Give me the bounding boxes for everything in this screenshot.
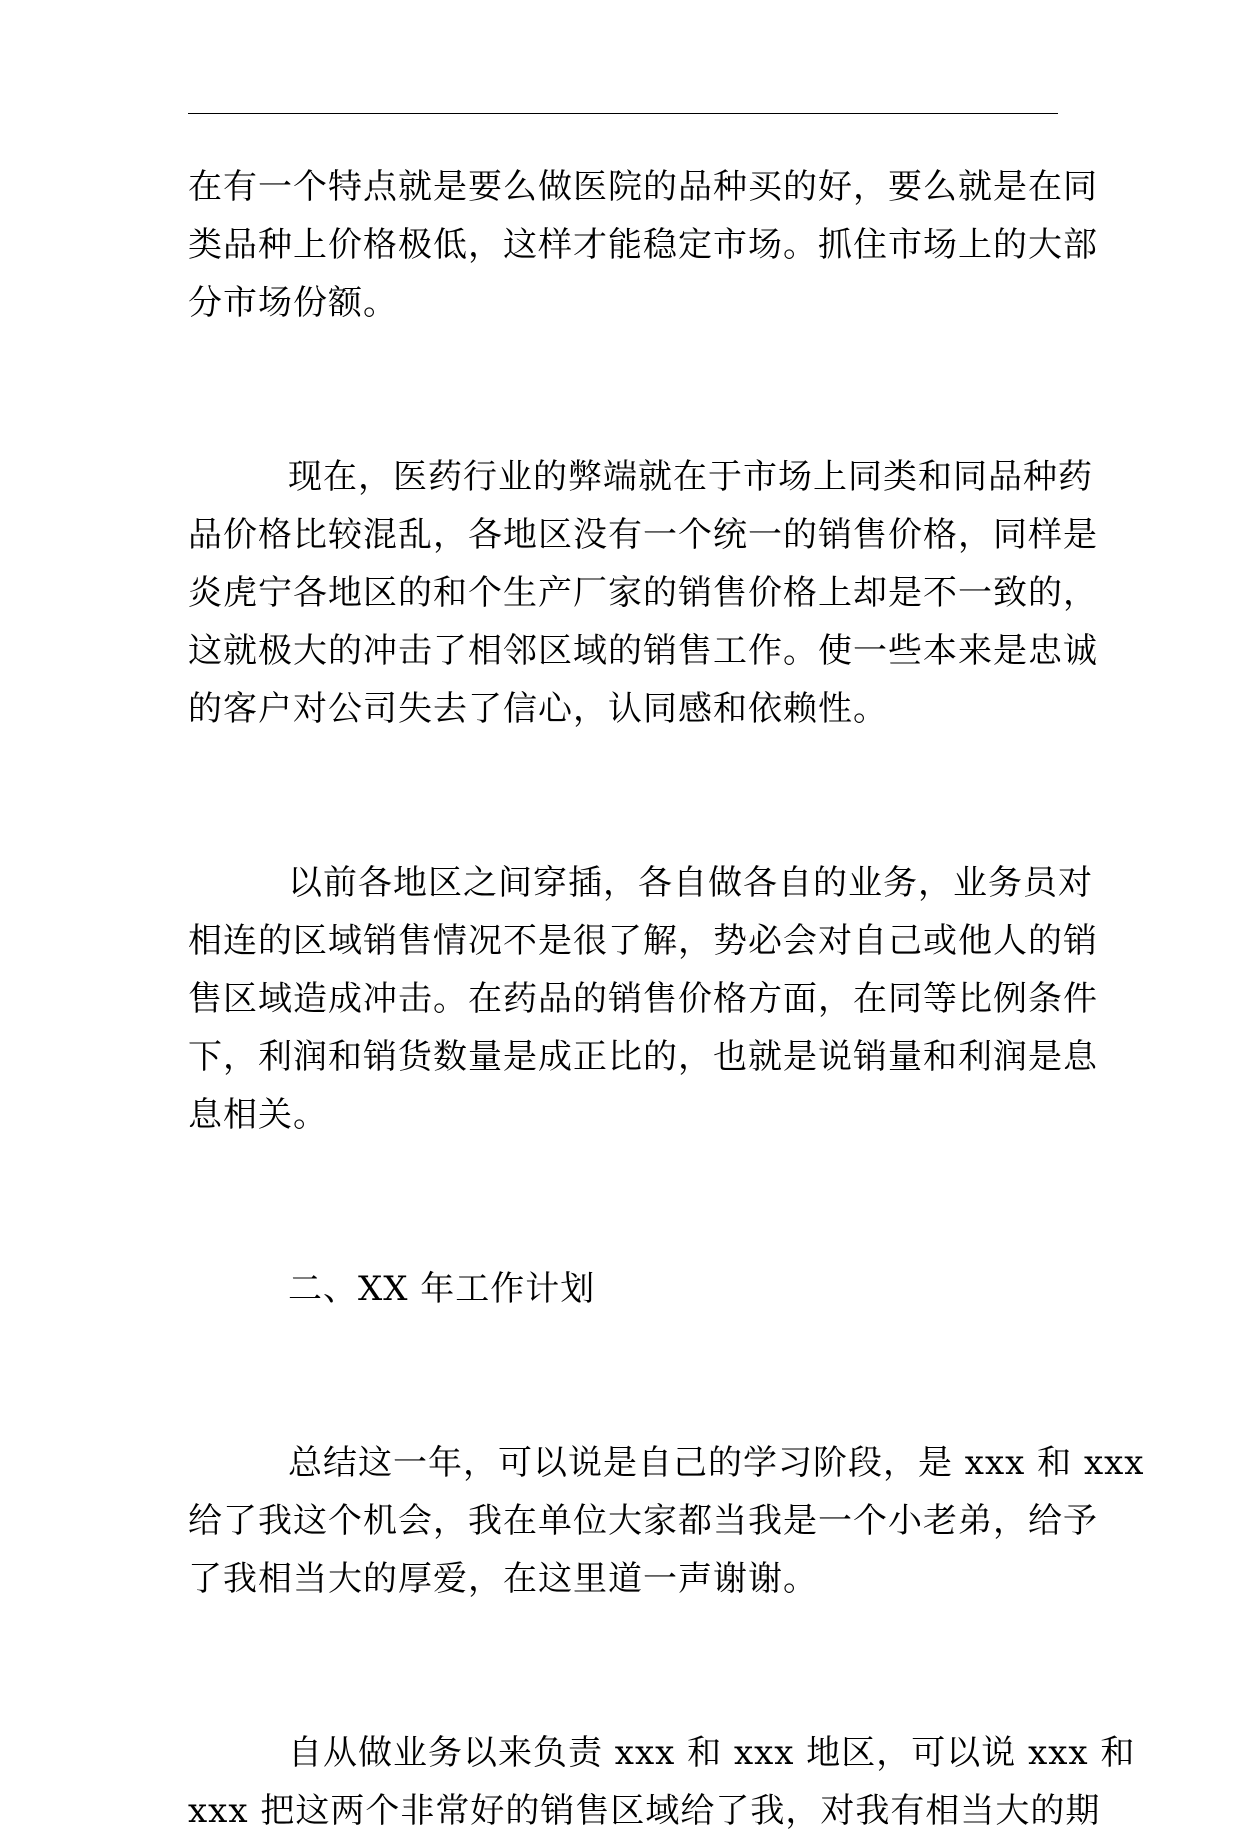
text-line: 自从做业务以来负责 xxx 和 xxx 地区，可以说 xxx 和 [288,1733,1136,1773]
paragraph-market-strategy [188,158,1098,332]
paragraph-responsibility [188,1724,1136,1840]
text-line: 现在，医药行业的弊端就在于市场上同类和同品种药 [288,457,1093,497]
text-line: 的客户对公司失去了信心，认同感和依赖性。 [188,689,888,729]
text-line: 给了我这个机会，我在单位大家都当我是一个小老弟，给予 [188,1501,1098,1541]
paragraph-year-summary [188,1434,1145,1608]
paragraph-regional-overlap [188,854,1098,1144]
text-line: 息相关。 [188,1095,328,1135]
paragraph-spacer [188,332,1058,448]
document-body [188,158,1145,1840]
paragraph-spacer [188,1144,1058,1260]
paragraph-spacer [188,738,1058,854]
text-line: 炎虎宁各地区的和个生产厂家的销售价格上却是不一致的， [188,573,1098,613]
text-line: 这就极大的冲击了相邻区域的销售工作。使一些本来是忠诚 [188,631,1098,671]
section-heading-text: 二、XX 年工作计划 [288,1269,596,1309]
text-line: 总结这一年，可以说是自己的学习阶段，是 xxx 和 xxx [288,1443,1145,1483]
text-line: 在有一个特点就是要么做医院的品种买的好，要么就是在同 [188,167,1098,207]
text-line: 品价格比较混乱，各地区没有一个统一的销售价格，同样是 [188,515,1098,555]
text-line: xxx 把这两个非常好的销售区域给了我，对我有相当大的期 [188,1791,1101,1831]
text-line: 类品种上价格极低，这样才能稳定市场。抓住市场上的大部 [188,225,1098,265]
text-line: 下，利润和销货数量是成正比的，也就是说销量和利润是息 [188,1037,1098,1077]
text-line: 相连的区域销售情况不是很了解，势必会对自己或他人的销 [188,921,1098,961]
paragraph-spacer [188,1608,1058,1724]
text-line: 售区域造成冲击。在药品的销售价格方面，在同等比例条件 [188,979,1098,1019]
text-line: 分市场份额。 [188,283,398,323]
text-line: 了我相当大的厚爱，在这里道一声谢谢。 [188,1559,818,1599]
paragraph-spacer [188,1318,1058,1434]
section-heading [188,1260,1058,1318]
header-rule [188,113,1058,114]
paragraph-industry-issues [188,448,1098,738]
text-line: 以前各地区之间穿插，各自做各自的业务，业务员对 [288,863,1093,903]
